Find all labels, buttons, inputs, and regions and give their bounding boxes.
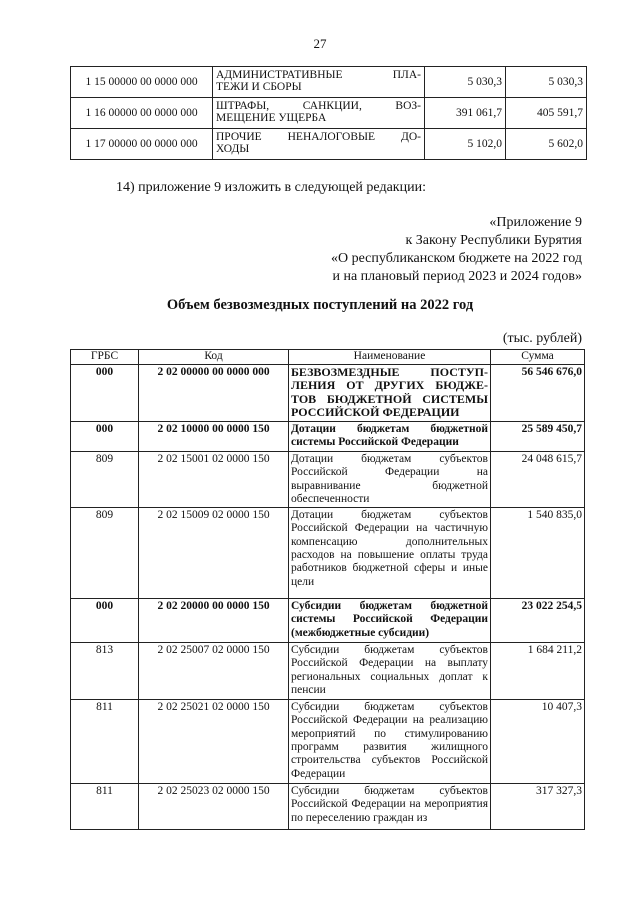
table-row (71, 452, 585, 508)
grbs-cell: 809 (71, 508, 139, 599)
name-cell (213, 67, 425, 98)
name-cell: Субсидии бюджетам субъектов Российской Федерации на выплату региональных социальных доплат к пенсии (289, 643, 491, 700)
name-cell: Субсидии бюджетам субъектов Российской Федерации на мероприятия по переселению граждан из (289, 784, 491, 830)
sum-cell: 24 048 615,7 (491, 452, 585, 508)
grbs-cell: 000 (71, 599, 139, 643)
table-row (71, 67, 587, 98)
grants-table (70, 349, 585, 830)
header-code: Код (139, 350, 289, 365)
grbs-cell: 809 (71, 452, 139, 508)
grbs-cell: 000 (71, 365, 139, 422)
appendix-line: «Приложение 9 (489, 215, 582, 230)
table-header-row (71, 350, 585, 365)
table-row (71, 422, 585, 452)
page-number: 27 (313, 36, 327, 51)
appendix-line: к Закону Республики Бурятия (405, 233, 582, 248)
table-row (71, 784, 585, 830)
value-cell: 405 591,7 (506, 98, 587, 129)
grbs-cell: 000 (71, 422, 139, 452)
grbs-cell: 813 (71, 643, 139, 700)
value-cell: 391 061,7 (425, 98, 506, 129)
revenue-continuation-table (70, 66, 587, 160)
code-cell: 2 02 10000 00 0000 150 (139, 422, 289, 452)
appendix-line: и на плановый период 2023 и 2024 годов» (332, 269, 582, 284)
value-cell: 5 030,3 (425, 67, 506, 98)
table-row (71, 599, 585, 643)
name-cell: Субсидии бюджетам бюджетной системы Российской Федерации (межбюджетные субсидии) (289, 599, 491, 643)
header-grbs: ГРБС (71, 350, 139, 365)
sum-cell: 317 327,3 (491, 784, 585, 830)
grbs-cell: 811 (71, 784, 139, 830)
sum-cell: 1 684 211,2 (491, 643, 585, 700)
sum-cell: 10 407,3 (491, 700, 585, 784)
header-name: Наименование (289, 350, 491, 365)
name-cell: БЕЗВОЗМЕЗДНЫЕ ПОСТУП-ЛЕНИЯ ОТ ДРУГИХ БЮДЖЕ-ТОВ БЮДЖЕТНОЙ СИСТЕМЫ РОССИЙСКОЙ ФЕДЕРАЦИИ (289, 365, 491, 422)
name-line: ШТРАФЫ, САНКЦИИ, ВОЗ- (216, 100, 421, 112)
value-cell: 5 030,3 (506, 67, 587, 98)
table-row (71, 365, 585, 422)
code-cell: 2 02 15009 02 0000 150 (139, 508, 289, 599)
name-cell: Субсидии бюджетам субъектов Российской Федерации на реализацию мероприятий по стимулированию программ развития жилищного строительства субъектов Российской Федерации (289, 700, 491, 784)
name-line: МЕЩЕНИЕ УЩЕРБА (216, 112, 327, 124)
code-cell: 2 02 25007 02 0000 150 (139, 643, 289, 700)
name-cell: Дотации бюджетам субъектов Российской Федерации на выравнивание бюджетной обеспеченности (289, 452, 491, 508)
table-row (71, 643, 585, 700)
name-cell: Дотации бюджетам субъектов Российской Федерации на частичную компенсацию дополнительных расходов на повышение оплаты труда работников бюджетной сферы и иные цели (289, 508, 491, 599)
name-line: АДМИНИСТРАТИВНЫЕ ПЛА- (216, 69, 421, 81)
code-cell: 2 02 00000 00 0000 000 (139, 365, 289, 422)
code-cell: 2 02 25021 02 0000 150 (139, 700, 289, 784)
code-cell: 1 15 00000 00 0000 000 (71, 67, 213, 98)
sum-cell: 25 589 450,7 (491, 422, 585, 452)
sum-cell: 1 540 835,0 (491, 508, 585, 599)
appendix-line: «О республиканском бюджете на 2022 год (331, 251, 582, 266)
amendment-paragraph: 14) приложение 9 изложить в следующей редакции: (116, 180, 426, 195)
code-cell: 1 16 00000 00 0000 000 (71, 98, 213, 129)
table-row (71, 508, 585, 599)
section-title: Объем безвозмездных поступлений на 2022 год (166, 297, 474, 313)
code-cell: 2 02 25023 02 0000 150 (139, 784, 289, 830)
name-cell: Дотации бюджетам бюджетной системы Российской Федерации (289, 422, 491, 452)
sum-cell: 56 546 676,0 (491, 365, 585, 422)
code-cell: 2 02 20000 00 0000 150 (139, 599, 289, 643)
header-sum: Сумма (491, 350, 585, 365)
units-note: (тыс. рублей) (502, 331, 582, 346)
value-cell: 5 602,0 (506, 129, 587, 160)
table-row (71, 129, 587, 160)
name-line: ХОДЫ (216, 143, 250, 155)
name-line: ПРОЧИЕ НЕНАЛОГОВЫЕ ДО- (216, 131, 421, 143)
appendix-heading (331, 214, 582, 286)
code-cell: 2 02 15001 02 0000 150 (139, 452, 289, 508)
name-line: ТЕЖИ И СБОРЫ (216, 81, 302, 93)
value-cell: 5 102,0 (425, 129, 506, 160)
grbs-cell: 811 (71, 700, 139, 784)
sum-cell: 23 022 254,5 (491, 599, 585, 643)
table-row (71, 98, 587, 129)
code-cell: 1 17 00000 00 0000 000 (71, 129, 213, 160)
name-cell (213, 98, 425, 129)
table-row (71, 700, 585, 784)
name-cell (213, 129, 425, 160)
